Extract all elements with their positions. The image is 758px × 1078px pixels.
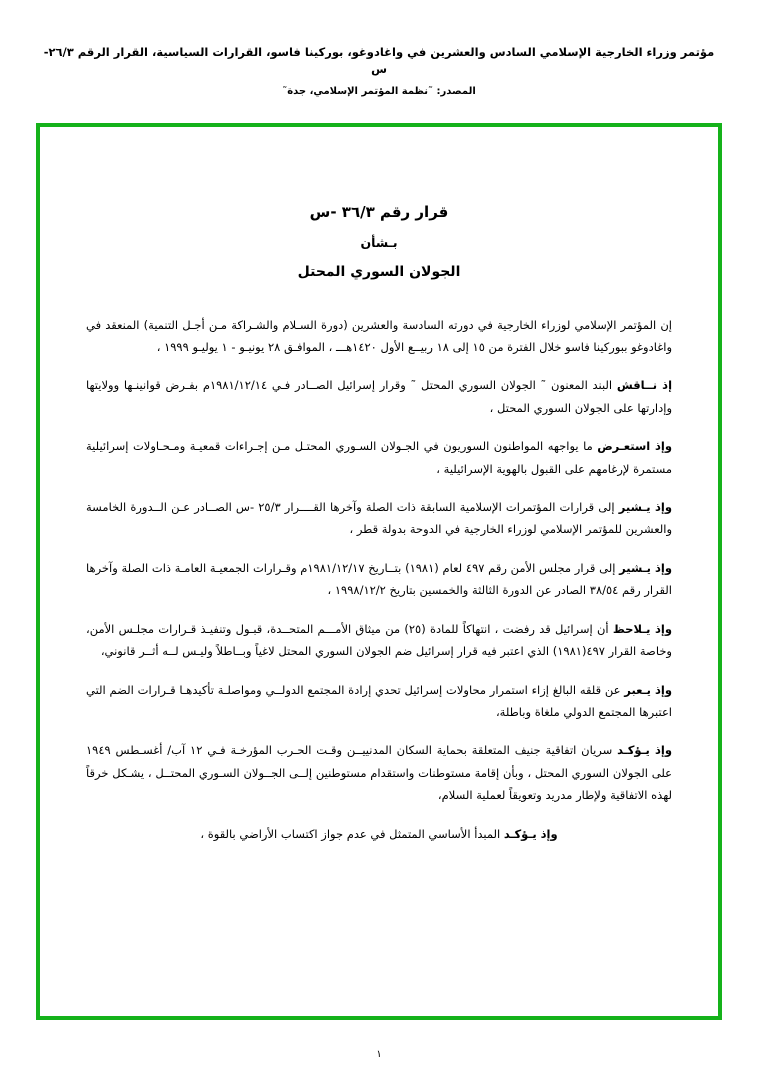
paragraph-text: البند المعنون ˜ الجولان السوري المحتل ˜ وقرار إسرائيل الصــادر فـي ١٩٨١/١٢/١٤م بفـرض قوانينـها وولايتها وإدارتها على الجولان السوري المحتل ، [86, 378, 672, 415]
paragraph-lead: وإذ يـعبر [624, 682, 672, 697]
paragraph [86, 496, 672, 541]
page-number: ١ [376, 1049, 382, 1060]
header-conference-line: مؤتمر وزراء الخارجية الإسلامي السادس والعشرين في واغادوغو، بوركينا فاسو، القرارات السياسية، القرار الرقم ٢٦/٣-س [43, 45, 715, 77]
paragraph [86, 679, 672, 724]
paragraph-text: عن قلقه البالغ إزاء استمرار محاولات إسرائيل تحدي إرادة المجتمع الدولــي ومواصلـة تأكيدهـا قـرارات الضم التي اعتبرها المجتمع الدولي ملغاة وباطلة، [86, 682, 672, 719]
paragraph [86, 374, 672, 419]
resolution-title-block [86, 203, 672, 280]
content-frame [36, 123, 722, 1020]
paragraph-text: ما يواجهه المواطنون السوريون في الجـولان السـوري المحتـل مـن إجـراءات قمعيـة ومـحـاولات إسرائيلية مستمرة لإرغامهم على القبول بالهوية الإسرائيلية ، [86, 439, 672, 476]
resolution-concerning-label: بـشأن [360, 234, 398, 250]
paragraph [86, 435, 672, 480]
paragraph-lead: وإذ يـشير [618, 500, 673, 515]
paragraph-text: المبدأ الأساسي المتمثل في عدم جواز اكتساب الأراضي بالقوة ، [200, 826, 501, 841]
resolution-topic: الجولان السوري المحتل [297, 263, 461, 280]
paragraph-lead: إذ نــاقش [616, 378, 673, 393]
paragraph-lead: وإذ استعـرض [597, 439, 672, 454]
paragraph-text: سريان اتفاقية جنيف المتعلقة بحماية السكان المدنييــن وقـت الحـرب المؤرخـة فـي ١٢ آب/ أغسـطس ١٩٤٩ على الجولان السوري المحتل ، وبأن إقامة مستوطنات واستقدام مستوطنين إلــى الجــولان السـوري المحتــل ، يشـكل خرقاً لهذه الاتفاقية ولإطار مدريد وتعويقاً لعملية السلام، [86, 743, 672, 803]
paragraph [86, 618, 672, 663]
paragraph-text: أن إسرائيل قد رفضت ، انتهاكاً للمادة (٢٥) من ميثاق الأمـــم المتحــدة، قبـول وتنفيـذ قـرارات مجلـس الأمن، وخاصة القرار ٤٩٧(١٩٨١) الذي اعتبر فيه قرار إسرائيل ضم الجولان السوري المحتل لاغياً وبــاطلاً وليـس لــه أثــر قانوني، [86, 621, 672, 659]
paragraph [86, 314, 672, 359]
resolution-body [86, 314, 672, 846]
paragraph-text: إلى قرار مجلس الأمن رقم ٤٩٧ لعام (١٩٨١) بتــاريخ ١٩٨١/١٢/١٧م وقـرارات الجمعيـة العامـة ذات الصلة وآخرها القرار رقم ٣٨/٥٤ الصادر عن الدورة الثالثة والخمسين بتاريخ ١٩٩٨/١٢/٢ ، [86, 560, 672, 598]
paragraph-lead: وإذ يـؤكـد [617, 743, 673, 758]
paragraph [86, 557, 672, 602]
header-source-line: المصدر: ˜نظمة المؤتمر الإسلامي، جدة˜ [282, 85, 476, 97]
paragraph-lead: وإذ يـلاحظ [612, 621, 673, 636]
resolution-number: قرار رقم ٣٦/٣ -س [309, 202, 449, 221]
page-footer [0, 1049, 758, 1060]
paragraph-text: إن المؤتمر الإسلامي لوزراء الخارجية في دورته السادسة والعشرين (دورة السـلام والشـراكة مـن أجـل التنمية) المنعقد في واغادوغو ببوركينا فاسو خلال الفترة من ١٥ إلى ١٨ ربيــع الأول ١٤٢٠هـــ ، الموافـق ٢٨ يونيـو - ١ يوليـو ١٩٩٩ ، [86, 317, 672, 354]
paragraph [86, 823, 672, 845]
document-header [36, 44, 722, 99]
paragraph-text: إلى قرارات المؤتمرات الإسلامية السابقة ذات الصلة وآخرها القــــرار ٢٥/٣ -س الصــادر عـن الــدورة الخامسة والعشرين للمؤتمر الإسلامي لوزراء الخارجية في الدوحة بدولة قطر ، [86, 500, 672, 537]
paragraph-lead: وإذ يـؤكـد [503, 826, 558, 841]
paragraph [86, 739, 672, 806]
paragraph-lead: وإذ يـشير [619, 560, 673, 575]
